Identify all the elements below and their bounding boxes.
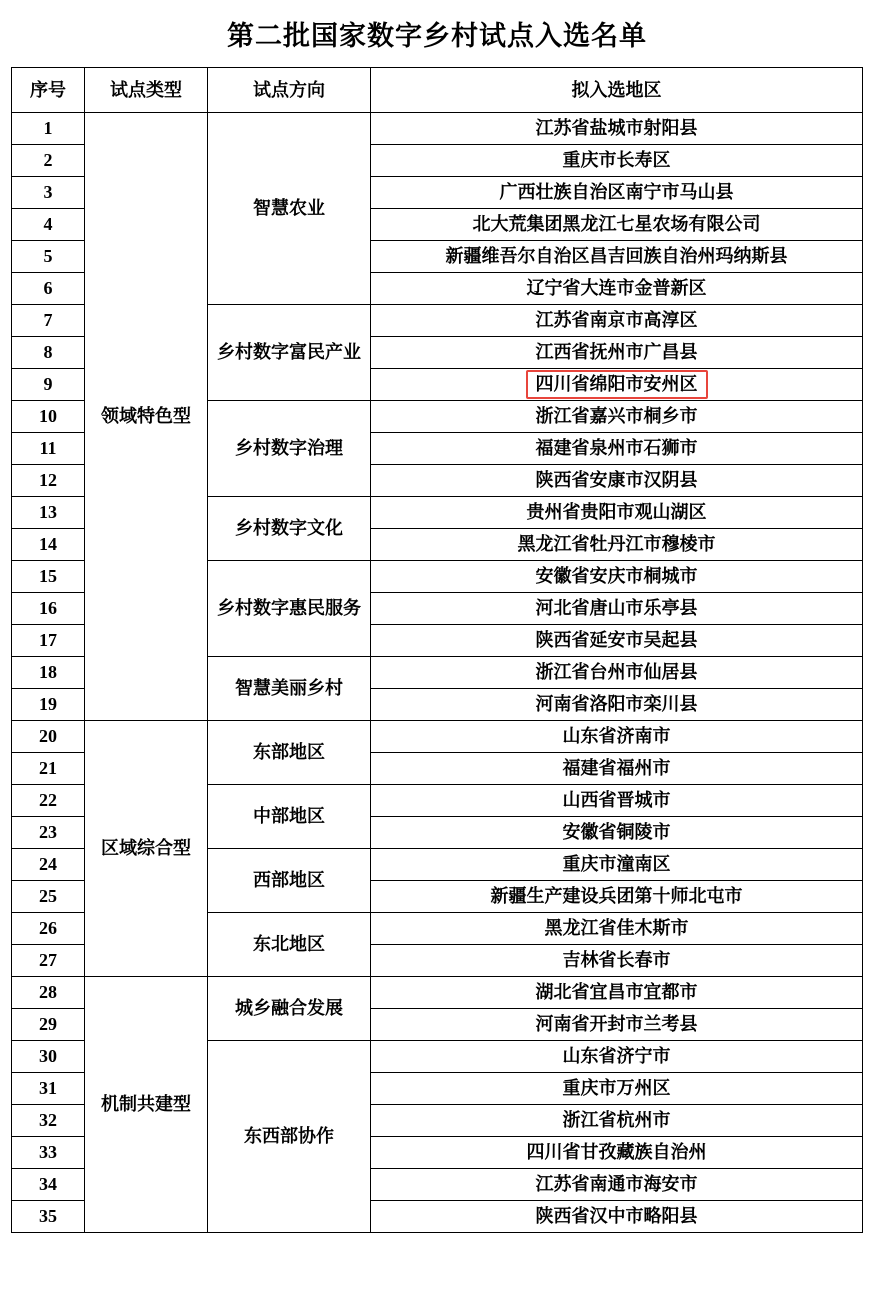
cell-no: 6	[12, 273, 85, 305]
cell-region: 江苏省南通市海安市	[371, 1169, 863, 1201]
cell-direction: 智慧农业	[208, 113, 371, 305]
cell-direction: 东部地区	[208, 721, 371, 785]
cell-region: 江西省抚州市广昌县	[371, 337, 863, 369]
cell-direction: 乡村数字惠民服务	[208, 561, 371, 657]
cell-no: 14	[12, 529, 85, 561]
cell-region: 山东省济宁市	[371, 1041, 863, 1073]
cell-no: 32	[12, 1105, 85, 1137]
cell-region: 贵州省贵阳市观山湖区	[371, 497, 863, 529]
cell-no: 31	[12, 1073, 85, 1105]
table-row	[12, 721, 863, 753]
cell-no: 35	[12, 1201, 85, 1233]
column-header-type: 试点类型	[85, 68, 208, 113]
cell-no: 18	[12, 657, 85, 689]
cell-no: 15	[12, 561, 85, 593]
highlighted-region: 四川省绵阳市安州区	[526, 370, 708, 399]
cell-region: 安徽省安庆市桐城市	[371, 561, 863, 593]
cell-no: 2	[12, 145, 85, 177]
cell-region: 浙江省嘉兴市桐乡市	[371, 401, 863, 433]
cell-no: 10	[12, 401, 85, 433]
cell-type: 区域综合型	[85, 721, 208, 977]
cell-region: 福建省泉州市石狮市	[371, 433, 863, 465]
cell-no: 7	[12, 305, 85, 337]
cell-no: 20	[12, 721, 85, 753]
pilot-list-table	[11, 67, 863, 1233]
cell-no: 30	[12, 1041, 85, 1073]
cell-no: 8	[12, 337, 85, 369]
cell-no: 25	[12, 881, 85, 913]
cell-region: 辽宁省大连市金普新区	[371, 273, 863, 305]
cell-no: 17	[12, 625, 85, 657]
cell-no: 1	[12, 113, 85, 145]
cell-no: 23	[12, 817, 85, 849]
cell-region: 新疆生产建设兵团第十师北屯市	[371, 881, 863, 913]
cell-no: 3	[12, 177, 85, 209]
cell-region: 江苏省南京市高淳区	[371, 305, 863, 337]
cell-no: 5	[12, 241, 85, 273]
cell-region: 黑龙江省牡丹江市穆棱市	[371, 529, 863, 561]
cell-region: 陕西省安康市汉阴县	[371, 465, 863, 497]
cell-no: 13	[12, 497, 85, 529]
table-header-row	[12, 68, 863, 113]
cell-region: 广西壮族自治区南宁市马山县	[371, 177, 863, 209]
cell-region: 重庆市万州区	[371, 1073, 863, 1105]
cell-no: 19	[12, 689, 85, 721]
cell-direction: 智慧美丽乡村	[208, 657, 371, 721]
cell-region: 陕西省延安市吴起县	[371, 625, 863, 657]
cell-no: 28	[12, 977, 85, 1009]
cell-no: 33	[12, 1137, 85, 1169]
cell-region: 重庆市潼南区	[371, 849, 863, 881]
cell-direction: 东西部协作	[208, 1041, 371, 1233]
cell-region: 北大荒集团黑龙江七星农场有限公司	[371, 209, 863, 241]
cell-direction: 东北地区	[208, 913, 371, 977]
column-header-region: 拟入选地区	[371, 68, 863, 113]
table-row	[12, 113, 863, 145]
cell-region: 陕西省汉中市略阳县	[371, 1201, 863, 1233]
cell-direction: 乡村数字文化	[208, 497, 371, 561]
cell-direction: 城乡融合发展	[208, 977, 371, 1041]
cell-type: 领域特色型	[85, 113, 208, 721]
cell-region: 四川省甘孜藏族自治州	[371, 1137, 863, 1169]
cell-region: 山东省济南市	[371, 721, 863, 753]
cell-region: 重庆市长寿区	[371, 145, 863, 177]
cell-type: 机制共建型	[85, 977, 208, 1233]
cell-direction: 西部地区	[208, 849, 371, 913]
cell-no: 9	[12, 369, 85, 401]
cell-no: 27	[12, 945, 85, 977]
cell-region	[371, 369, 863, 401]
table-row	[12, 977, 863, 1009]
cell-region: 河南省开封市兰考县	[371, 1009, 863, 1041]
cell-no: 34	[12, 1169, 85, 1201]
column-header-direction: 试点方向	[208, 68, 371, 113]
cell-no: 16	[12, 593, 85, 625]
column-header-no: 序号	[12, 68, 85, 113]
cell-region: 黑龙江省佳木斯市	[371, 913, 863, 945]
page-title: 第二批国家数字乡村试点入选名单	[227, 21, 647, 51]
table-body	[12, 113, 863, 1233]
cell-no: 29	[12, 1009, 85, 1041]
cell-region: 浙江省台州市仙居县	[371, 657, 863, 689]
cell-region: 湖北省宜昌市宜都市	[371, 977, 863, 1009]
cell-region: 新疆维吾尔自治区昌吉回族自治州玛纳斯县	[371, 241, 863, 273]
cell-region: 河北省唐山市乐亭县	[371, 593, 863, 625]
cell-no: 4	[12, 209, 85, 241]
table-header	[12, 68, 863, 113]
cell-no: 26	[12, 913, 85, 945]
cell-no: 24	[12, 849, 85, 881]
cell-region: 江苏省盐城市射阳县	[371, 113, 863, 145]
cell-region: 安徽省铜陵市	[371, 817, 863, 849]
cell-region: 山西省晋城市	[371, 785, 863, 817]
cell-region: 吉林省长春市	[371, 945, 863, 977]
cell-no: 11	[12, 433, 85, 465]
cell-direction: 乡村数字治理	[208, 401, 371, 497]
cell-region: 浙江省杭州市	[371, 1105, 863, 1137]
cell-no: 12	[12, 465, 85, 497]
cell-direction: 中部地区	[208, 785, 371, 849]
cell-region: 福建省福州市	[371, 753, 863, 785]
cell-no: 21	[12, 753, 85, 785]
cell-region: 河南省洛阳市栾川县	[371, 689, 863, 721]
cell-direction: 乡村数字富民产业	[208, 305, 371, 401]
cell-no: 22	[12, 785, 85, 817]
